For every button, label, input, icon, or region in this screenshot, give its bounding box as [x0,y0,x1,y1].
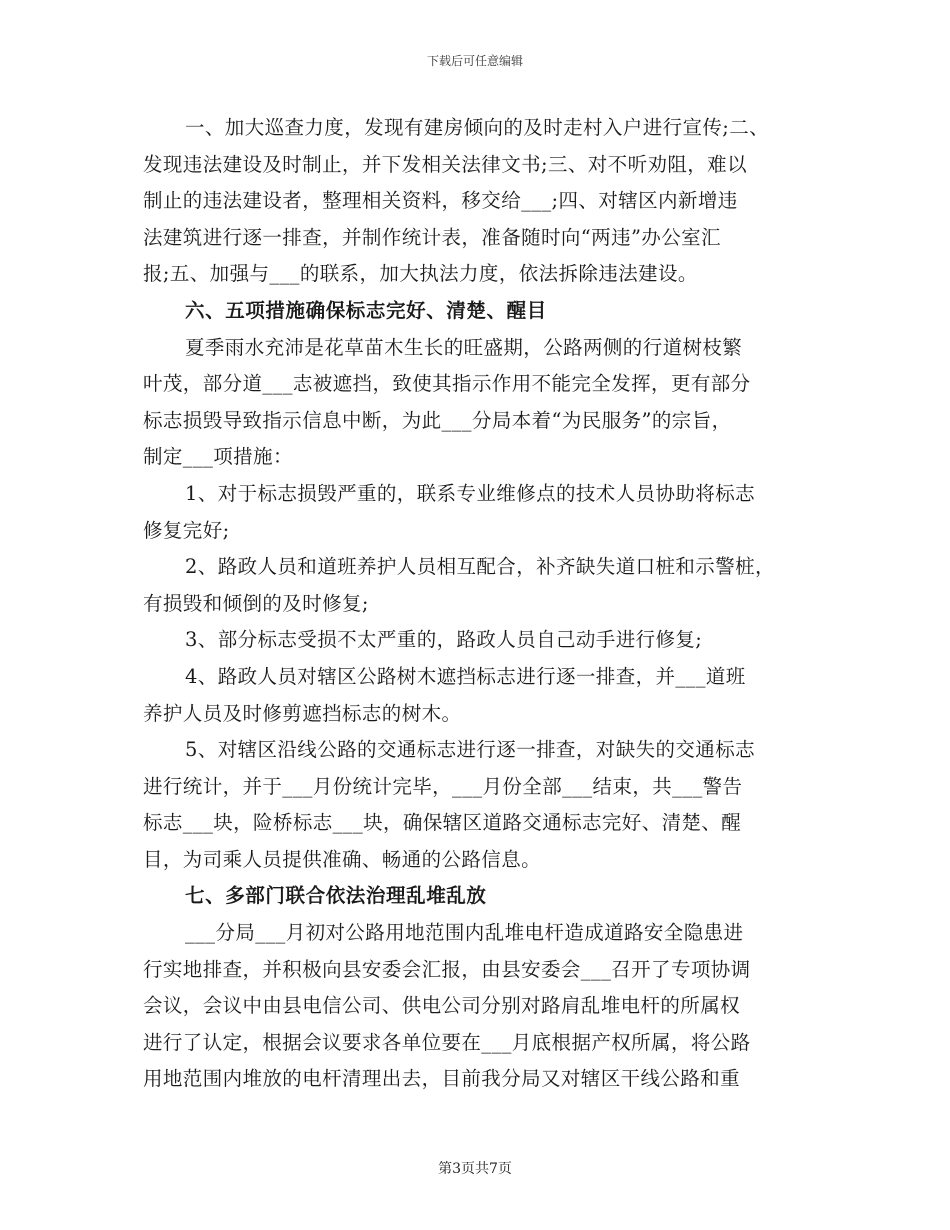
text-line: 报;五、加强与___的联系，加大执法力度，依法拆除违法建设。 [143,262,698,286]
text-line: 进行统计，并于___月份统计完毕，___月份全部___结束，共___警告 [143,774,743,798]
text-line: 有损毁和倾倒的及时修复; [143,591,369,615]
page-header-note: 下载后可任意编辑 [426,54,523,68]
text-line: 5、对辖区沿线公路的交通标志进行逐一排查，对缺失的交通标志 [185,738,756,762]
text-line: 目，为司乘人员提供准确、畅通的公路信息。 [143,847,542,871]
text-line: 一、加大巡查力度，发现有建房倾向的及时走村入户进行宣传;二、 [185,116,770,139]
section-heading: 六、五项措施确保标志完好、清楚、醒目 [185,298,547,322]
page-number: 第3页共7页 [438,1161,512,1177]
text-line: 叶茂，部分道___志被遮挡，致使其指示作用不能完全发挥，更有部分 [143,372,751,396]
text-line: 进行了认定，根据会议要求各单位要在___月底根据产权所属，将公路 [143,1030,751,1054]
text-line: 会议，会议中由县电信公司、供电公司分别对路肩乱堆电杆的所属权 [143,994,741,1018]
text-line: 修复完好; [143,518,230,542]
text-line: 4、路政人员对辖区公路树木遮挡标志进行逐一排查，并___道班 [185,664,746,688]
text-line: 2、路政人员和道班养护人员相互配合，补齐缺失道口桩和示警桩， [185,555,775,579]
section-heading: 七、多部门联合依法治理乱堆乱放 [185,884,487,908]
text-line: 制止的违法建设者，整理相关资料，移交给___;四、对辖区内新增违 [143,189,738,213]
text-line: 养护人员及时修剪遮挡标志的树木。 [143,701,462,725]
text-line: 夏季雨水充沛是花草苗木生长的旺盛期，公路两侧的行道树枝繁 [185,335,743,359]
text-line: ___分局___月初对公路用地范围内乱堆电杆造成道路安全隐患进 [185,921,744,945]
text-line: 标志___块，险桥标志___块，确保辖区道路交通标志完好、清楚、醒 [143,811,742,835]
text-line: 3、部分标志受损不太严重的，路政人员自己动手进行修复; [185,628,703,652]
text-line: 制定___项措施： [143,445,293,469]
text-line: 1、对于标志损毁严重的，联系专业维修点的技术人员协助将标志 [185,481,756,505]
text-line: 用地范围内堆放的电杆清理出去，目前我分局又对辖区干线公路和重 [143,1067,741,1091]
text-line: 标志损毁导致指示信息中断，为此___分局本着“为民服务”的宗旨， [143,408,732,432]
text-line: 发现违法建设及时制止，并下发相关法律文书;三、对不听劝阻，难以 [143,152,747,176]
document-body [143,110,811,1098]
text-line: 行实地排查，并积极向县安委会汇报，由县安委会___召开了专项协调 [143,957,751,981]
text-line: 法建筑进行逐一排查，并制作统计表，准备随时向“两违”办公室汇 [143,225,721,249]
